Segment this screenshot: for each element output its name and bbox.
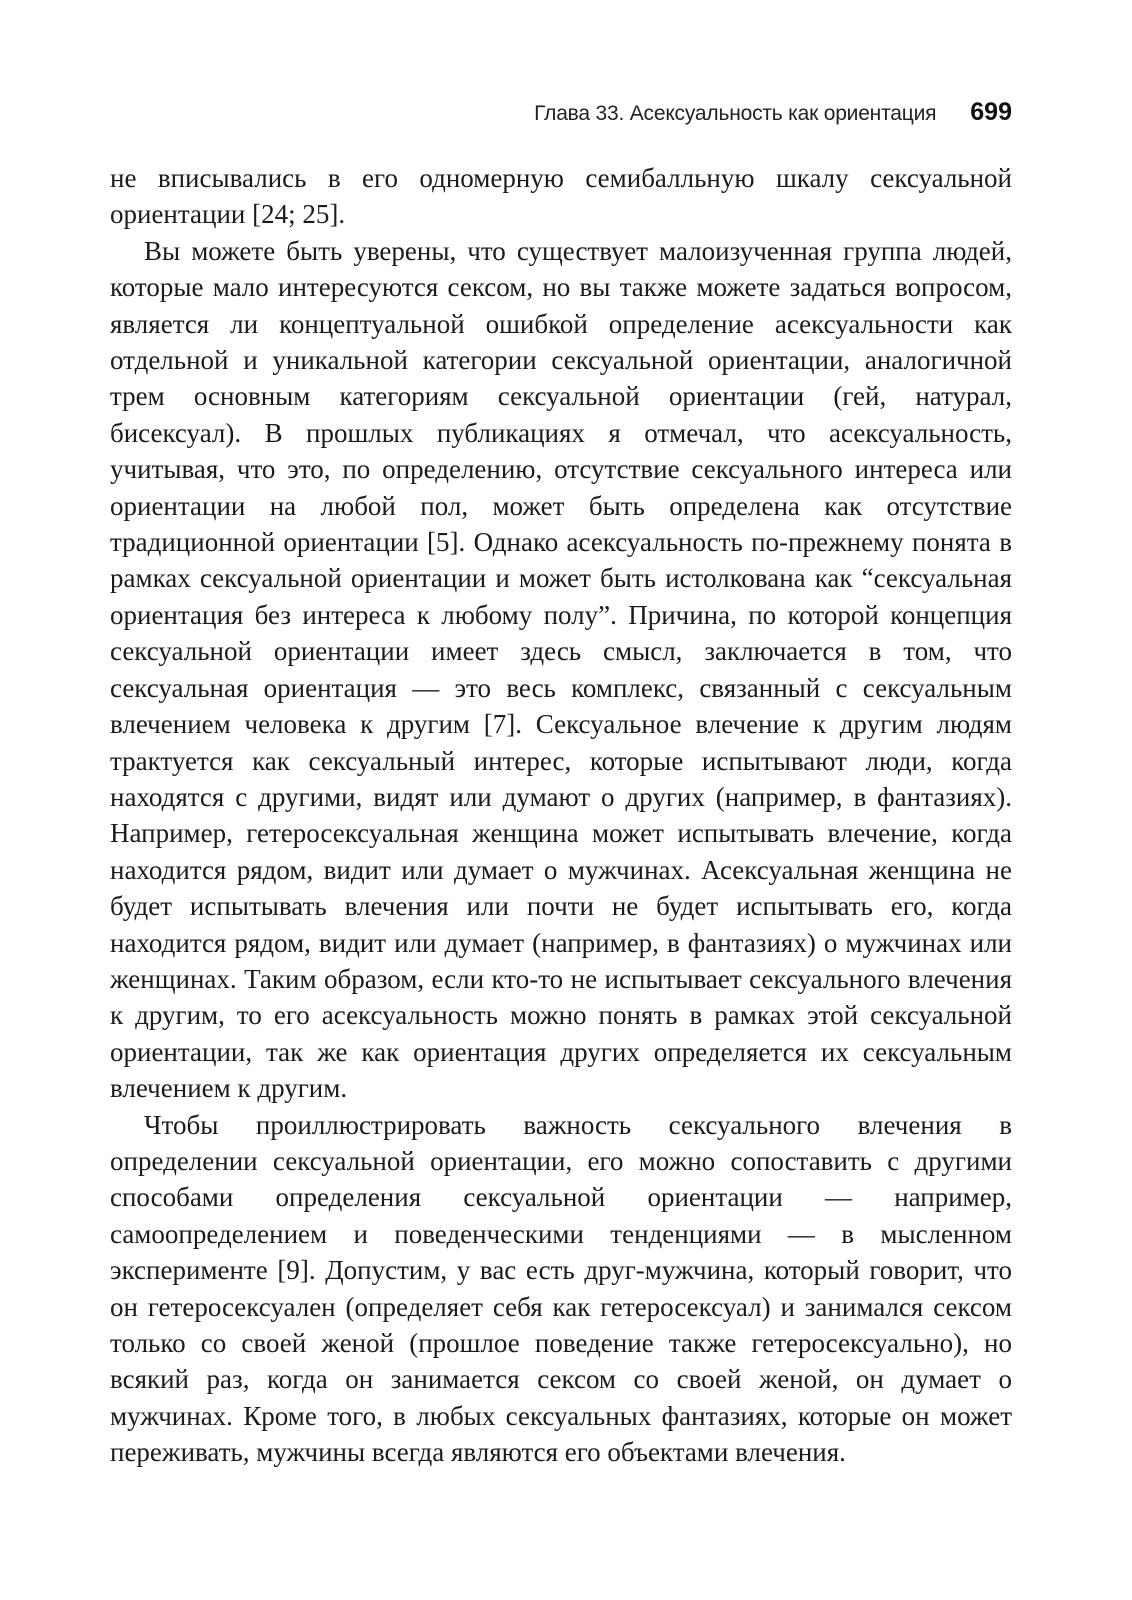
running-head — [110, 98, 1012, 138]
chapter-title: Глава 33. Асексуальность как ориентация — [534, 102, 937, 125]
paragraph-continued: не вписывались в его одномерную семибалльную шкалу сексуальной ориентации [24; 25]. — [110, 163, 1012, 230]
paragraph: Чтобы проиллюстрировать важность сексуального влечения в определении сексуальной ориентации, его можно сопоставить с другими способами определения сексуальной ориентации — например, самоопределением и поведенческими тенденциями — в мысленном эксперименте [9]. Допустим, у вас есть друг-мужчина, который говорит, что он гетеросексуален (определяет себя как гетеросексуал) и занимался сексом только со своей женой (прошлое поведение также гетеросексуально), но всякий раз, когда он занимается сексом со своей женой, он думает о мужчинах. Кроме того, в любых сексуальных фантазиях, которые он может переживать, мужчины всегда являются его объектами влечения. — [110, 1109, 1012, 1468]
page-number: 699 — [970, 98, 1012, 126]
body-text — [110, 160, 1012, 1471]
paragraph: Вы можете быть уверены, что существует малоизученная группа людей, которые мало интересуются сексом, но вы также можете задаться вопросом, является ли концептуальной ошибкой определение асексуальности как отдельной и уникальной категории сексуальной ориентации, аналогичной трем основным категориям сексуальной ориентации (гей, натурал, бисексуал). В прошлых публикациях я отмечал, что асексуальность, учитывая, что это, по определению, отсутствие сексуального интереса или ориентации на любой пол, может быть определена как отсутствие традиционной ориентации [5]. Однако асексуальность по-прежнему понята в рамках сексуальной ориентации и может быть истолкована как “сексуальная ориентация без интереса к любому полу”. Причина, по которой концепция сексуальной ориентации имеет здесь смысл, заключается в том, что сексуальная ориентация — это весь комплекс, связанный с сексуальным влечением человека к другим [7]. Сексуальное влечение к другим людям трактуется как сексуальный интерес, которые испытывают люди, когда находятся с другими, видят или думают о других (например, в фантазиях). Например, гетеросексуальная женщина может испытывать влечение, когда находится рядом, видит или думает о мужчинах. Асексуальная женщина не будет испытывать влечения или почти не будет испытывать его, когда находится рядом, видит или думает (например, в фантазиях) о мужчинах или женщинах. Таким образом, если кто-то не испытывает сексуального влечения к другим, то его асексуальность можно понять в рамках этой сексуальной ориентации, так же как ориентация других определяется их сексуальным влечением к другим. — [110, 235, 1012, 1104]
